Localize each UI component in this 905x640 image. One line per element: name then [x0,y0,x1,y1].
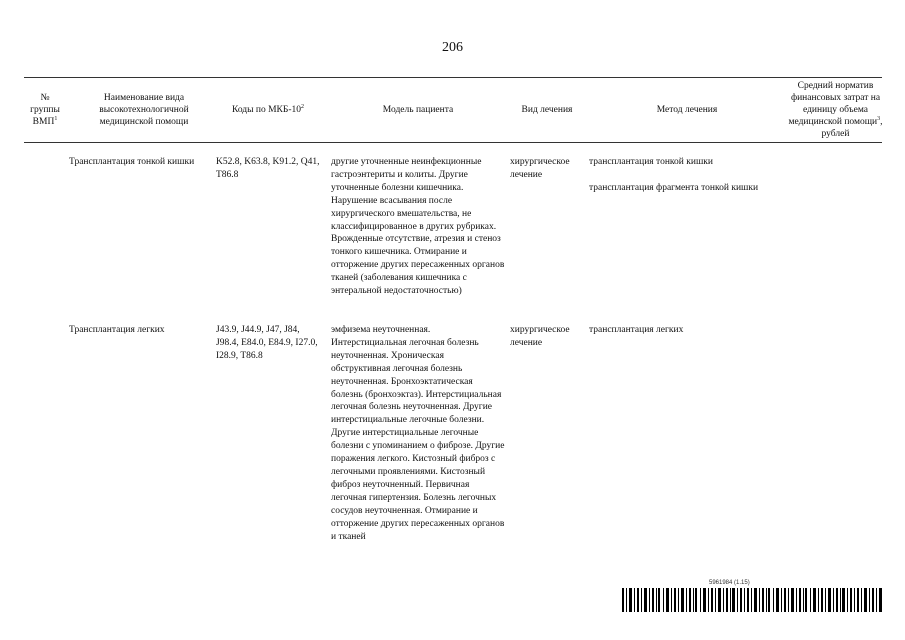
row-2-care-name: Трансплантация легких [69,325,165,335]
row-1-method-2: трансплантация фрагмента тонкой кишки [589,183,759,193]
row-2-icd-codes: J43.9, J44.9, J47, J84, J98.4, E84.0, E84.9, I27.0, I28.9, T86.8 [216,325,318,361]
header-group-number: № группы ВМП$^1$ [30,93,60,127]
row-2-method-1: трансплантация легких [589,325,684,335]
row-1-treatment-type: хирургическое лечение [510,157,570,180]
barcode-icon [622,588,884,612]
row-1-care-name: Трансплантация тонкой кишки [69,157,195,167]
barcode-text: 5961984 (1.15) [709,580,750,586]
header-care-type-name: Наименование вида высокотехнологичной медицинской помощи [99,93,189,127]
header-treatment-type: Вид лечения [521,105,573,115]
row-1-method-1: трансплантация тонкой кишки [589,157,713,167]
row-2-patient-model: эмфизема неуточненная. Интерстициальная легочная болезнь неуточненная. Хроническая обструктивная легочная болезнь неуточненная. Бронхоэктатическая болезнь (бронхоэктаз). Интерстициальная легочная болезнь неуточненная. Другие интерстициальные легочные болезни. Другие интерстициальные легочные болезни с упоминанием о фиброзе. Другие поражения легкого. Кистозный фиброз с легочными проявлениями. Кистозный фиброз неуточненный. Первичная легочная гипертензия. Болезнь легочных сосудов неуточненная. Отмирание и отторжение других пересаженных органов и тканей [331,325,505,542]
row-1-icd-codes: K52.8, K63.8, K91.2, Q41, T86.8 [216,157,320,180]
header-treatment-method: Метод лечения [656,105,718,115]
page-number: 206 [442,40,463,55]
table-header-bottom-rule [24,142,882,143]
header-average-cost: Средний норматив финансовых затрат на единицу объема медицинской помощи$^3$, рублей [788,81,883,139]
row-2-treatment-type: хирургическое лечение [510,325,570,348]
header-icd-codes: Коды по МКБ-$10^2$ [231,103,305,115]
header-patient-model: Модель пациента [382,105,454,115]
table-top-rule [24,77,882,78]
row-1-patient-model: другие уточненные неинфекционные гастроэнтериты и колиты. Другие уточненные болезни кишечника. Нарушение всасывания после хирургического вмешательства, не классифицированное в других рубриках. Врожденные отсутствие, атрезия и стеноз тонкого кишечника. Отмирание и отторжение других пересаженных органов тканей (заболевания кишечника с энтеральной недостаточностью) [331,157,505,297]
